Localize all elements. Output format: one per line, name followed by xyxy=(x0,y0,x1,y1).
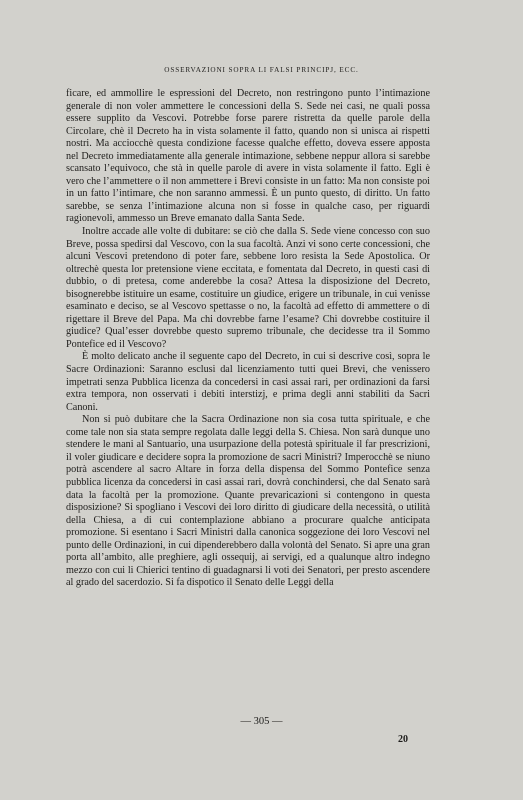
paragraph: ficare, ed ammollire le espressioni del Decreto, non restringono punto l’intimazione generale di non voler ammettere le concessioni della S. Sede nei casi, ne quali possa essere supplito da Vescovi. Potrebbe forse parere ristretta da quelle parole della Circolare, chè il Decreto ha in vista solamente il fatto, quando non si unisca ai rispetti nostri. Ma acciocchè questa condizione facesse qualche effetto, doveva essere apposta nel Decreto immediatamente alla generale intimazione, sebbene neppur allora si sarebbe scansato l’equivoco, che stà in quelle parole di avere in vista solamente il fatto. Egli è vero che l’ammettere o il non ammettere i Brevi consiste in un fatto: Ma non consiste poi in un fatto l’intimare, che non saranno ammessi. È un punto questo, di diritto. Un fatto sarebbe, se senza l’intimazione alcuna non si fosse in qualche caso, per riguardi ragionevoli, ammesso un Breve emanato dalla Santa Sede. xyxy=(66,88,430,225)
body-text xyxy=(66,88,430,590)
running-head: OSSERVAZIONI SOPRA LI FALSI PRINCIPJ, ECC. xyxy=(164,66,359,74)
page-number: — 305 — xyxy=(240,716,283,727)
paragraph: Inoltre accade alle volte di dubitare: se ciò che dalla S. Sede viene concesso con suo Breve, possa spedirsi dal Vescovo, con la sua facoltà. Anzi vi sono certe concessioni, che alcuni Vescovi pretendono di poter fare, sebbene loro resista la Sede Apostolica. Or oltrechè questa lor pretensione viene eccitata, e fomentata dal Decreto, in questi casi di dubbio, o di pretesa, come anderebbe la cosa? Attesa la disposizione del Decreto, bisognerebbe istituire un esame, costituire un giudice, erigere un tribunale, in cui venisse esaminato e deciso, se al Vescovo spettasse o no, la facoltà ad effetto di ammettere o di rigettare il Breve del Papa. Ma chi dovrebbe farne l’esame? Chi dovrebbe costituire il giudice? Qual’esser dovrebbe questo supremo tribunale, che decidesse tra il Sommo Pontefice ed il Vescovo? xyxy=(66,226,430,350)
signature-mark: 20 xyxy=(398,734,408,745)
paragraph: È molto delicato anche il seguente capo del Decreto, in cui si descrive così, sopra le Sacre Ordinazioni: Saranno esclusi dal licenziamento tutti quei Brevi, che venissero impetrati senza Pubblica licenza da concedersi in casi assai rari, per ordinazioni da farsi extra tempora, non osservati i debiti interstizj, e prima degli anni stabiliti da Sacri Canoni. xyxy=(66,351,430,413)
paragraph: Non si può dubitare che la Sacra Ordinazione non sia cosa tutta spirituale, e che come tale non sia stata sempre regolata dalle leggi della S. Chiesa. Non sarà dunque uno stendere le mani al Santuario, una usurpazione della potestà spirituale il far prescrizioni, il voler giudicare e decidere sopra la promozione de sacri Ministri? Imperocchè se niuno potrà ascendere al sacro Altare in forza della dispensa del Sommo Pontefice senza pubblica licenza da concedersi in casi assai rari, dovrà conchindersi, che dal Senato sarà data la facoltà per la promozione. Quante prevaricazioni si contengono in questa disposizione? Si spogliano i Vescovi dei loro diritto di giudicare della necessità, o utilità della Chiesa, a di cui contemplazione abbiano a procurare qualche anticipata promozione. Si esentano i Sacri Ministri dalla canonica soggezione dei loro Vescovi nel punto delle Ordinazioni, in cui dipenderebbero dalla volontà del Senato. Si apre una gran porta all’ambito, alle preghiere, agli ossequij, ai servigi, ed a qualunque altro indegno mezzo con cui li Chierici tentino di guadagnarsi li voti dei Senatori, per presto ascendere al grado del sacerdozio. Si fa dispotico il Senato delle Leggi della xyxy=(66,414,430,589)
